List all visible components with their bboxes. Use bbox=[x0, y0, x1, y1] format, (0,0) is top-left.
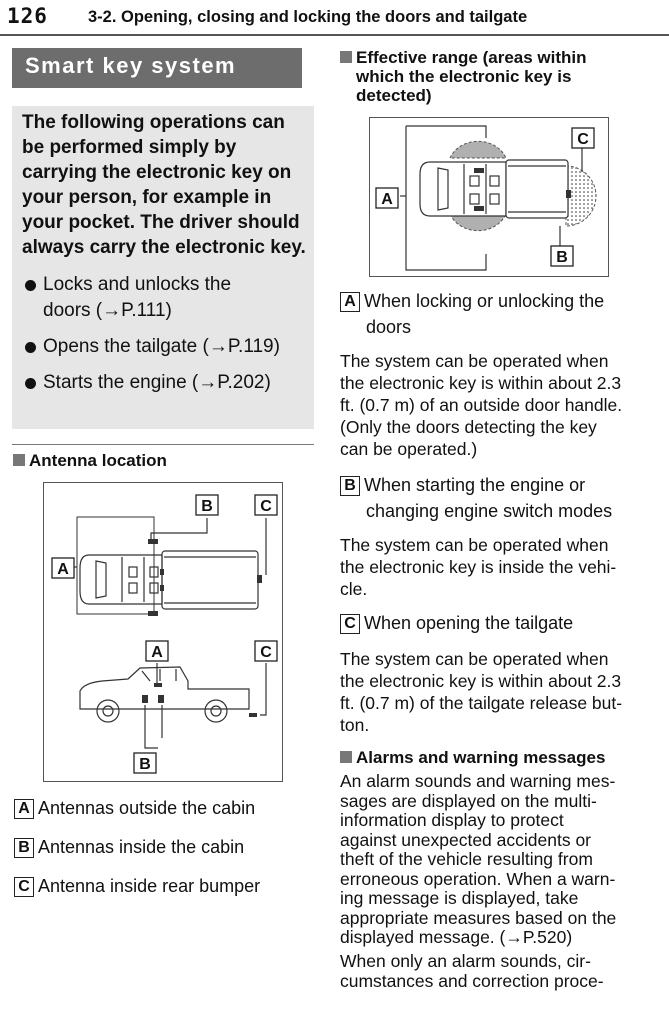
figure-label-a: A bbox=[57, 561, 69, 578]
legend-item-c bbox=[14, 873, 260, 899]
figure-label-c: C bbox=[260, 498, 272, 515]
figure-label-a: A bbox=[381, 191, 393, 208]
range-item-a-desc bbox=[340, 350, 650, 460]
text-line: ton. bbox=[340, 715, 370, 735]
heading-text: Alarms and warning messages bbox=[356, 748, 606, 767]
alarms-heading bbox=[340, 748, 605, 767]
antenna-diagram bbox=[44, 483, 284, 783]
label-text: changing engine switch modes bbox=[366, 501, 613, 521]
badge: B bbox=[340, 476, 360, 496]
badge: B bbox=[14, 838, 34, 858]
heading-text: which the electronic key is bbox=[356, 67, 572, 86]
section-title: Smart key system bbox=[12, 48, 302, 88]
label-text: When starting the engine or bbox=[364, 475, 586, 495]
figure-label-b: B bbox=[139, 756, 151, 773]
heading-marker-icon bbox=[13, 454, 25, 466]
text-line: The system can be operated when bbox=[340, 649, 609, 669]
intro-box bbox=[12, 106, 314, 429]
text-line: When only an alarm sounds, cir- bbox=[340, 951, 591, 971]
badge: A bbox=[340, 292, 360, 312]
heading-text: Antenna location bbox=[29, 451, 167, 470]
text-line: cumstances and correction proce- bbox=[340, 970, 604, 991]
range-figure bbox=[369, 117, 609, 277]
figure-label-b: B bbox=[556, 249, 568, 266]
text-line: the electronic key is inside the vehi- bbox=[340, 557, 617, 577]
figure-label-a: A bbox=[151, 644, 163, 661]
list-item-text: Starts the engine (→P.202) bbox=[43, 372, 271, 393]
list-item bbox=[22, 370, 307, 396]
range-item-b-label bbox=[340, 472, 612, 524]
antenna-figure bbox=[43, 482, 283, 782]
text-line: An alarm sounds and warning mes- bbox=[340, 771, 616, 791]
section-divider bbox=[12, 444, 314, 445]
text-line: (Only the doors detecting the key bbox=[340, 417, 597, 437]
alarms-paragraph bbox=[340, 772, 650, 948]
text-line: can be operated.) bbox=[340, 439, 478, 459]
text-line: the electronic key is within about 2.3 bbox=[340, 373, 622, 393]
list-item-text: Locks and unlocks the bbox=[43, 274, 232, 295]
range-heading bbox=[340, 48, 587, 105]
alarms-paragraph-2 bbox=[340, 952, 650, 991]
range-item-c-desc bbox=[340, 648, 650, 736]
label-text: doors bbox=[366, 317, 412, 337]
list-item-text: doors (→P.111) bbox=[43, 300, 172, 321]
figure-label-c: C bbox=[577, 131, 589, 148]
feature-list bbox=[22, 272, 314, 396]
figure-label-c: C bbox=[260, 644, 272, 661]
heading-text: detected) bbox=[356, 86, 432, 105]
text-line: ft. (0.7 m) of an outside door handle. bbox=[340, 395, 623, 415]
badge: C bbox=[340, 614, 360, 634]
label-text: When opening the tailgate bbox=[364, 613, 574, 633]
text-line: erroneous operation. When a warn- bbox=[340, 868, 616, 889]
text-line: sages are displayed on the multi- bbox=[340, 790, 597, 811]
heading-marker-icon bbox=[340, 51, 352, 63]
text-line: theft of the vehicle resulting from bbox=[340, 849, 593, 869]
text-line: The system can be operated when bbox=[340, 351, 609, 371]
list-item bbox=[22, 272, 307, 324]
text-line: The system can be operated when bbox=[340, 535, 609, 555]
legend-text: Antenna inside rear bumper bbox=[38, 876, 261, 896]
text-line: the electronic key is within about 2.3 bbox=[340, 671, 622, 691]
figure-label-b: B bbox=[201, 498, 213, 515]
page-number: 126 bbox=[7, 4, 48, 28]
range-item-a-label bbox=[340, 288, 604, 340]
list-item bbox=[22, 334, 307, 360]
legend-item-b bbox=[14, 834, 244, 860]
badge: C bbox=[14, 877, 34, 897]
range-item-c-label bbox=[340, 610, 573, 636]
text-line: cle. bbox=[340, 579, 368, 599]
text-line: against unexpected accidents or bbox=[340, 829, 591, 850]
label-text: When locking or unlocking the bbox=[364, 291, 605, 311]
text-line: ft. (0.7 m) of the tailgate release but- bbox=[340, 693, 623, 713]
list-item-text: Opens the tailgate (→P.119) bbox=[43, 336, 280, 357]
legend-item-a bbox=[14, 795, 255, 821]
text-line: appropriate measures based on the bbox=[340, 907, 617, 928]
heading-marker-icon bbox=[340, 751, 352, 763]
range-item-b-desc bbox=[340, 534, 650, 600]
header-divider bbox=[0, 34, 669, 36]
text-line: displayed message. (→P.520) bbox=[340, 927, 573, 947]
text-line: information display to protect bbox=[340, 810, 564, 830]
antenna-heading bbox=[13, 451, 167, 470]
chapter-title: 3-2. Opening, closing and locking the doors and tailgate bbox=[88, 8, 528, 26]
badge: A bbox=[14, 799, 34, 819]
range-diagram bbox=[370, 118, 610, 278]
heading-text: Effective range (areas within bbox=[356, 48, 587, 67]
legend-text: Antennas inside the cabin bbox=[38, 837, 245, 857]
legend-text: Antennas outside the cabin bbox=[38, 798, 256, 818]
intro-text: The following operations can be performed simply by carrying the electronic key on your person, for example in your pocket. The driver should always carry the electronic key. bbox=[22, 112, 306, 258]
text-line: ing message is displayed, take bbox=[340, 888, 579, 908]
